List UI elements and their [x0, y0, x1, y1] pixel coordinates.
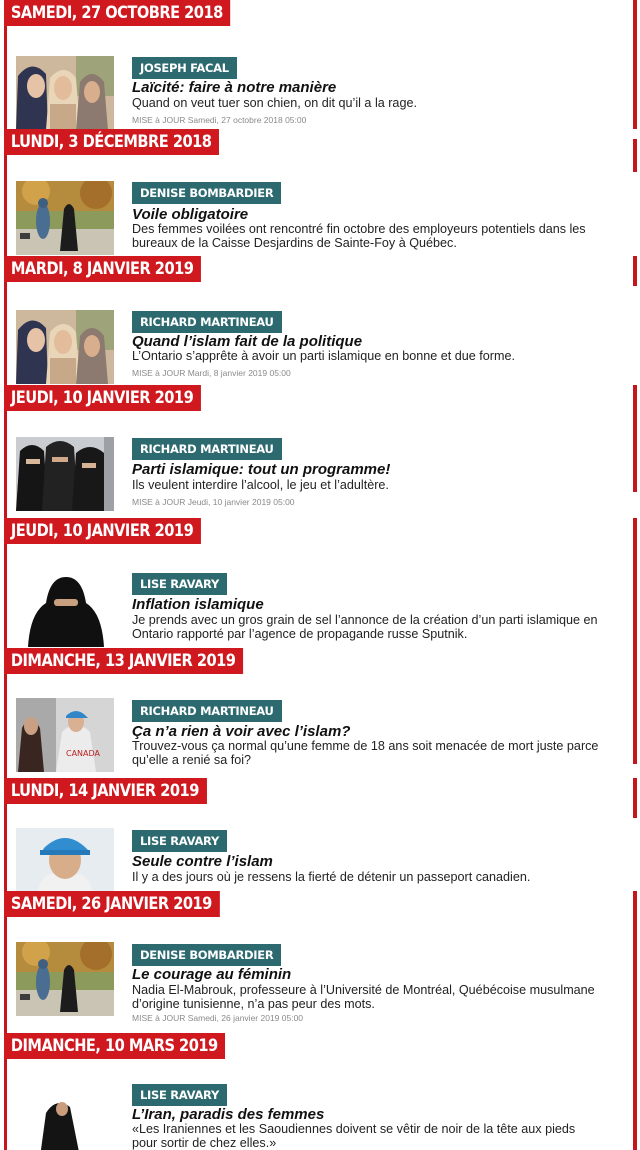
date-banner: DIMANCHE, 13 JANVIER 2019 — [4, 648, 243, 674]
article-thumbnail[interactable] — [16, 942, 114, 1016]
article-summary: «Les Iraniennes et les Saoudiennes doivent se vêtir de noir de la tête aux pieds pour sortir de chez elles.» — [132, 1122, 576, 1150]
edge-bar — [633, 139, 637, 172]
author-badge[interactable]: LISE RAVARY — [132, 1084, 227, 1106]
updated-timestamp: MISE à JOUR Samedi, 26 janvier 2019 05:00 — [132, 1013, 304, 1023]
edge-bar — [633, 0, 637, 129]
article-title[interactable]: Seule contre l’islam — [132, 853, 273, 870]
article-entry[interactable] — [0, 0, 640, 129]
article-entry[interactable] — [0, 256, 640, 385]
article-title[interactable]: Inflation islamique — [132, 596, 264, 613]
date-banner: LUNDI, 3 DÉCEMBRE 2018 — [4, 129, 219, 155]
article-summary: Il y a des jours où je ressens la fierté de détenir un passeport canadien. — [132, 870, 531, 884]
article-summary: Ils veulent interdire l’alcool, le jeu et l’adultère. — [132, 478, 389, 492]
article-entry[interactable] — [0, 1033, 640, 1150]
article-title[interactable]: Le courage au féminin — [132, 966, 292, 983]
article-thumbnail[interactable] — [16, 828, 114, 891]
article-thumbnail[interactable] — [16, 181, 114, 255]
article-thumbnail[interactable] — [16, 310, 114, 384]
article-summary: L’Ontario s’apprête à avoir un parti islamique en bonne et due forme. — [132, 349, 515, 363]
article-entry[interactable] — [0, 648, 640, 778]
author-badge[interactable]: JOSEPH FACAL — [132, 57, 237, 79]
date-banner: JEUDI, 10 JANVIER 2019 — [4, 385, 201, 411]
author-badge[interactable]: RICHARD MARTINEAU — [132, 438, 282, 460]
article-summary: Trouvez-vous ça normal qu’une femme de 18 ans soit menacée de mort juste parce qu’elle a renié sa foi? — [132, 739, 599, 767]
article-thumbnail[interactable] — [16, 573, 114, 647]
article-summary: Quand on veut tuer son chien, on dit qu’il a la rage. — [132, 96, 417, 110]
date-banner: SAMEDI, 26 JANVIER 2019 — [4, 891, 220, 917]
author-badge[interactable]: DENISE BOMBARDIER — [132, 944, 281, 966]
article-entry[interactable] — [0, 129, 640, 256]
author-badge[interactable]: RICHARD MARTINEAU — [132, 700, 282, 722]
article-title[interactable]: Ça n’a rien à voir avec l’islam? — [132, 723, 351, 740]
edge-bar — [633, 891, 637, 1033]
article-title[interactable]: Quand l’islam fait de la politique — [132, 333, 363, 350]
date-banner: DIMANCHE, 10 MARS 2019 — [4, 1033, 225, 1059]
article-summary: Nadia El-Mabrouk, professeure à l’Université de Montréal, Québécoise musulmane d’origine tunisienne, n’a pas peur des mots. — [132, 983, 595, 1011]
article-title[interactable]: Voile obligatoire — [132, 206, 249, 223]
article-entry[interactable] — [0, 518, 640, 648]
updated-timestamp: MISE à JOUR Samedi, 27 octobre 2018 05:00 — [132, 115, 307, 125]
edge-bar — [633, 518, 637, 648]
date-banner: MARDI, 8 JANVIER 2019 — [4, 256, 201, 282]
author-badge[interactable]: LISE RAVARY — [132, 830, 227, 852]
author-badge[interactable]: DENISE BOMBARDIER — [132, 182, 281, 204]
updated-timestamp: MISE à JOUR Jeudi, 10 janvier 2019 05:00 — [132, 497, 295, 507]
edge-bar — [633, 778, 637, 818]
article-thumbnail[interactable] — [16, 1083, 114, 1150]
article-summary: Je prends avec un gros grain de sel l’annonce de la création d’un parti islamique en Ontario rapporté par l’agence de propagande russe Sputnik. — [132, 613, 598, 641]
article-title[interactable]: L’Iran, paradis des femmes — [132, 1106, 325, 1123]
svg-text:CANADA: CANADA — [66, 749, 101, 758]
date-banner: JEUDI, 10 JANVIER 2019 — [4, 518, 201, 544]
article-title[interactable]: Parti islamique: tout un programme! — [132, 461, 391, 478]
article-entry[interactable] — [0, 891, 640, 1033]
article-entry[interactable] — [0, 778, 640, 891]
author-badge[interactable]: RICHARD MARTINEAU — [132, 311, 282, 333]
article-title[interactable]: Laïcité: faire à notre manière — [132, 79, 337, 96]
article-thumbnail[interactable] — [16, 56, 114, 129]
edge-bar — [633, 256, 637, 286]
article-thumbnail[interactable] — [16, 437, 114, 511]
article-thumbnail[interactable] — [16, 698, 114, 772]
updated-timestamp: MISE à JOUR Mardi, 8 janvier 2019 05:00 — [132, 368, 291, 378]
author-badge[interactable]: LISE RAVARY — [132, 573, 227, 595]
article-summary: Des femmes voilées ont rencontré fin octobre des employeurs potentiels dans les bureaux de la Caisse Desjardins de Sainte-Foy à Québec. — [132, 222, 586, 250]
date-banner: LUNDI, 14 JANVIER 2019 — [4, 778, 207, 804]
edge-bar — [633, 1033, 637, 1150]
date-banner: SAMEDI, 27 OCTOBRE 2018 — [4, 0, 231, 26]
edge-bar — [633, 648, 637, 764]
article-entry[interactable] — [0, 385, 640, 518]
edge-bar — [633, 385, 637, 492]
